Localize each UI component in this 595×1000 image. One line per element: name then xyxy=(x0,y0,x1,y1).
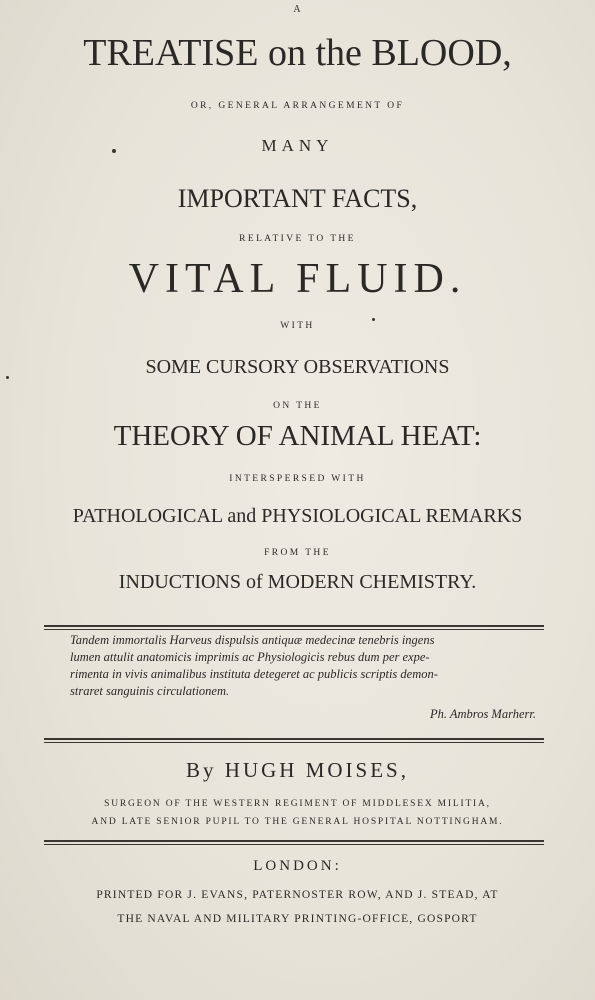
subtitle-or-line: OR, GENERAL ARRANGEMENT OF xyxy=(190,101,405,111)
subtitle-vital-fluid: VITAL FLUID. xyxy=(128,256,467,302)
double-rule-bottom-b xyxy=(44,844,544,845)
main-title: TREATISE on the BLOOD, xyxy=(83,32,512,74)
epigraph-attribution: Ph. Ambros Marherr. xyxy=(429,707,536,721)
ink-speck xyxy=(372,318,375,321)
double-rule-top-a xyxy=(44,625,544,627)
double-rule-mid-a xyxy=(44,738,544,740)
subtitle-inductions: INDUCTIONS of MODERN CHEMISTRY. xyxy=(118,571,477,593)
epigraph-line: rimenta in vivis animalibus instituta detegeret ac publicis scriptis demon- xyxy=(70,667,438,681)
imprint-city: LONDON: xyxy=(253,858,342,874)
epigraph-line: straret sanguinis circulationem. xyxy=(70,684,230,698)
subtitle-observations: SOME CURSORY OBSERVATIONS xyxy=(145,356,450,378)
imprint-line-2: THE NAVAL AND MILITARY PRINTING-OFFICE, GOSPORT xyxy=(117,913,478,925)
subtitle-important-facts: IMPORTANT FACTS, xyxy=(177,184,418,213)
subtitle-many: MANY xyxy=(261,136,334,155)
author-credential-1: SURGEON OF THE WESTERN REGIMENT OF MIDDLESEX MILITIA, xyxy=(104,799,491,809)
epigraph-line: Tandem immortalis Harveus dispulsis antiquæ medecinæ tenebris ingens xyxy=(70,633,435,647)
epigraph xyxy=(70,632,540,700)
author-byline: By HUGH MOISES, xyxy=(186,758,409,782)
subtitle-theory: THEORY OF ANIMAL HEAT: xyxy=(113,420,482,452)
article-word: A xyxy=(293,4,302,15)
ink-speck xyxy=(112,149,116,153)
subtitle-remarks: PATHOLOGICAL and PHYSIOLOGICAL REMARKS xyxy=(72,505,523,527)
ink-speck xyxy=(6,376,9,379)
subtitle-relative-line: RELATIVE TO THE xyxy=(239,234,356,244)
imprint-line-1: PRINTED FOR J. EVANS, PATERNOSTER ROW, AND J. STEAD, AT xyxy=(96,889,499,901)
subtitle-with: WITH xyxy=(280,321,315,331)
author-credential-2: AND LATE SENIOR PUPIL TO THE GENERAL HOSPITAL NOTTINGHAM. xyxy=(91,817,504,827)
double-rule-top-b xyxy=(44,629,544,630)
epigraph-line: lumen attulit anatomicis imprimis ac Physiologicis rebus dum per expe- xyxy=(70,650,430,664)
subtitle-interspersed: INTERSPERSED WITH xyxy=(229,474,366,484)
double-rule-mid-b xyxy=(44,742,544,743)
subtitle-on-the: ON THE xyxy=(273,401,322,411)
subtitle-from-the: FROM THE xyxy=(264,548,331,558)
double-rule-bottom-a xyxy=(44,840,544,842)
